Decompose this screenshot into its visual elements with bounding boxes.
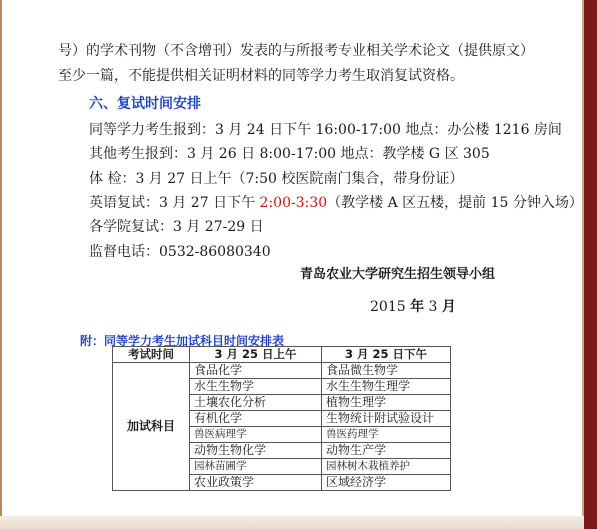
section-heading: 六、复试时间安排: [89, 96, 201, 112]
table-cell: 食品微生物学: [322, 363, 451, 379]
schedule-item-1: 同等学力考生报到：3 月 24 日下午 16:00-17:00 地点：办公楼 1216 房间: [89, 122, 562, 138]
table-cell: 农业政策学: [190, 475, 322, 491]
table-header-morning: 3 月 25 日上午: [190, 347, 322, 363]
schedule-item-4-post: （教学楼 A 区五楼，提前 15 分钟入场）: [327, 195, 583, 211]
schedule-item-5: 各学院复试：3 月 27-29 日: [89, 219, 264, 235]
table-cell: 园林苗圃学: [190, 459, 322, 475]
table-header-afternoon: 3 月 25 日下午: [322, 347, 451, 363]
table-cell: 兽医病理学: [190, 427, 322, 443]
schedule-item-4-pre: 英语复试：3 月 27 日下午: [89, 195, 260, 211]
table-cell: 食品化学: [190, 363, 322, 379]
paragraph-line-2: 至少一篇，不能提供相关证明材料的同等学力考生取消复试资格。: [58, 68, 464, 84]
schedule-item-6: 监督电话：0532-86080340: [89, 244, 271, 260]
table-header-row: [113, 347, 451, 363]
table-cell: 水生生物生理学: [322, 379, 451, 395]
table-row: [113, 363, 451, 379]
table-title: 附：同等学力考生加试科目时间安排表: [80, 334, 285, 348]
table-row-label: 加试科目: [113, 363, 190, 491]
signature-nian: 年: [410, 299, 425, 315]
signature-month: 3: [428, 299, 438, 315]
table-cell: 动物生产学: [322, 443, 451, 459]
signature-date: [370, 298, 456, 316]
table-cell: 土壤农化分析: [190, 395, 322, 411]
paragraph-line-1: 号）的学术刊物（不含增刊）发表的与所报考专业相关学术论文（提供原文）: [58, 43, 534, 59]
schedule-table: [112, 346, 451, 491]
table-cell: 有机化学: [190, 411, 322, 427]
table-cell: 动物生物化学: [190, 443, 322, 459]
table-cell: 园林树木栽植养护: [322, 459, 451, 475]
schedule-item-4-time: 2:00-3:30: [259, 195, 328, 211]
schedule-item-3: 体 检：3 月 27 日上午（7:50 校医院南门集合，带身份证）: [89, 171, 464, 187]
table-cell: 兽医药理学: [322, 427, 451, 443]
schedule-item-2: 其他考生报到：3 月 26 日 8:00-17:00 地点：教学楼 G 区 305: [89, 146, 490, 162]
schedule-item-4: [89, 194, 583, 212]
table-cell: 植物生理学: [322, 395, 451, 411]
bottom-strip: [0, 516, 584, 529]
table-header-time: 考试时间: [113, 347, 190, 363]
table-cell: 区域经济学: [322, 475, 451, 491]
signature-year: 2015: [370, 299, 406, 315]
signature-yue: 月: [441, 299, 456, 315]
left-border: [0, 0, 2, 529]
signature-org: 青岛农业大学研究生招生领导小组: [300, 267, 496, 282]
table-cell: 水生生物学: [190, 379, 322, 395]
table-cell: 生物统计附试验设计: [322, 411, 451, 427]
right-border: [584, 0, 597, 529]
